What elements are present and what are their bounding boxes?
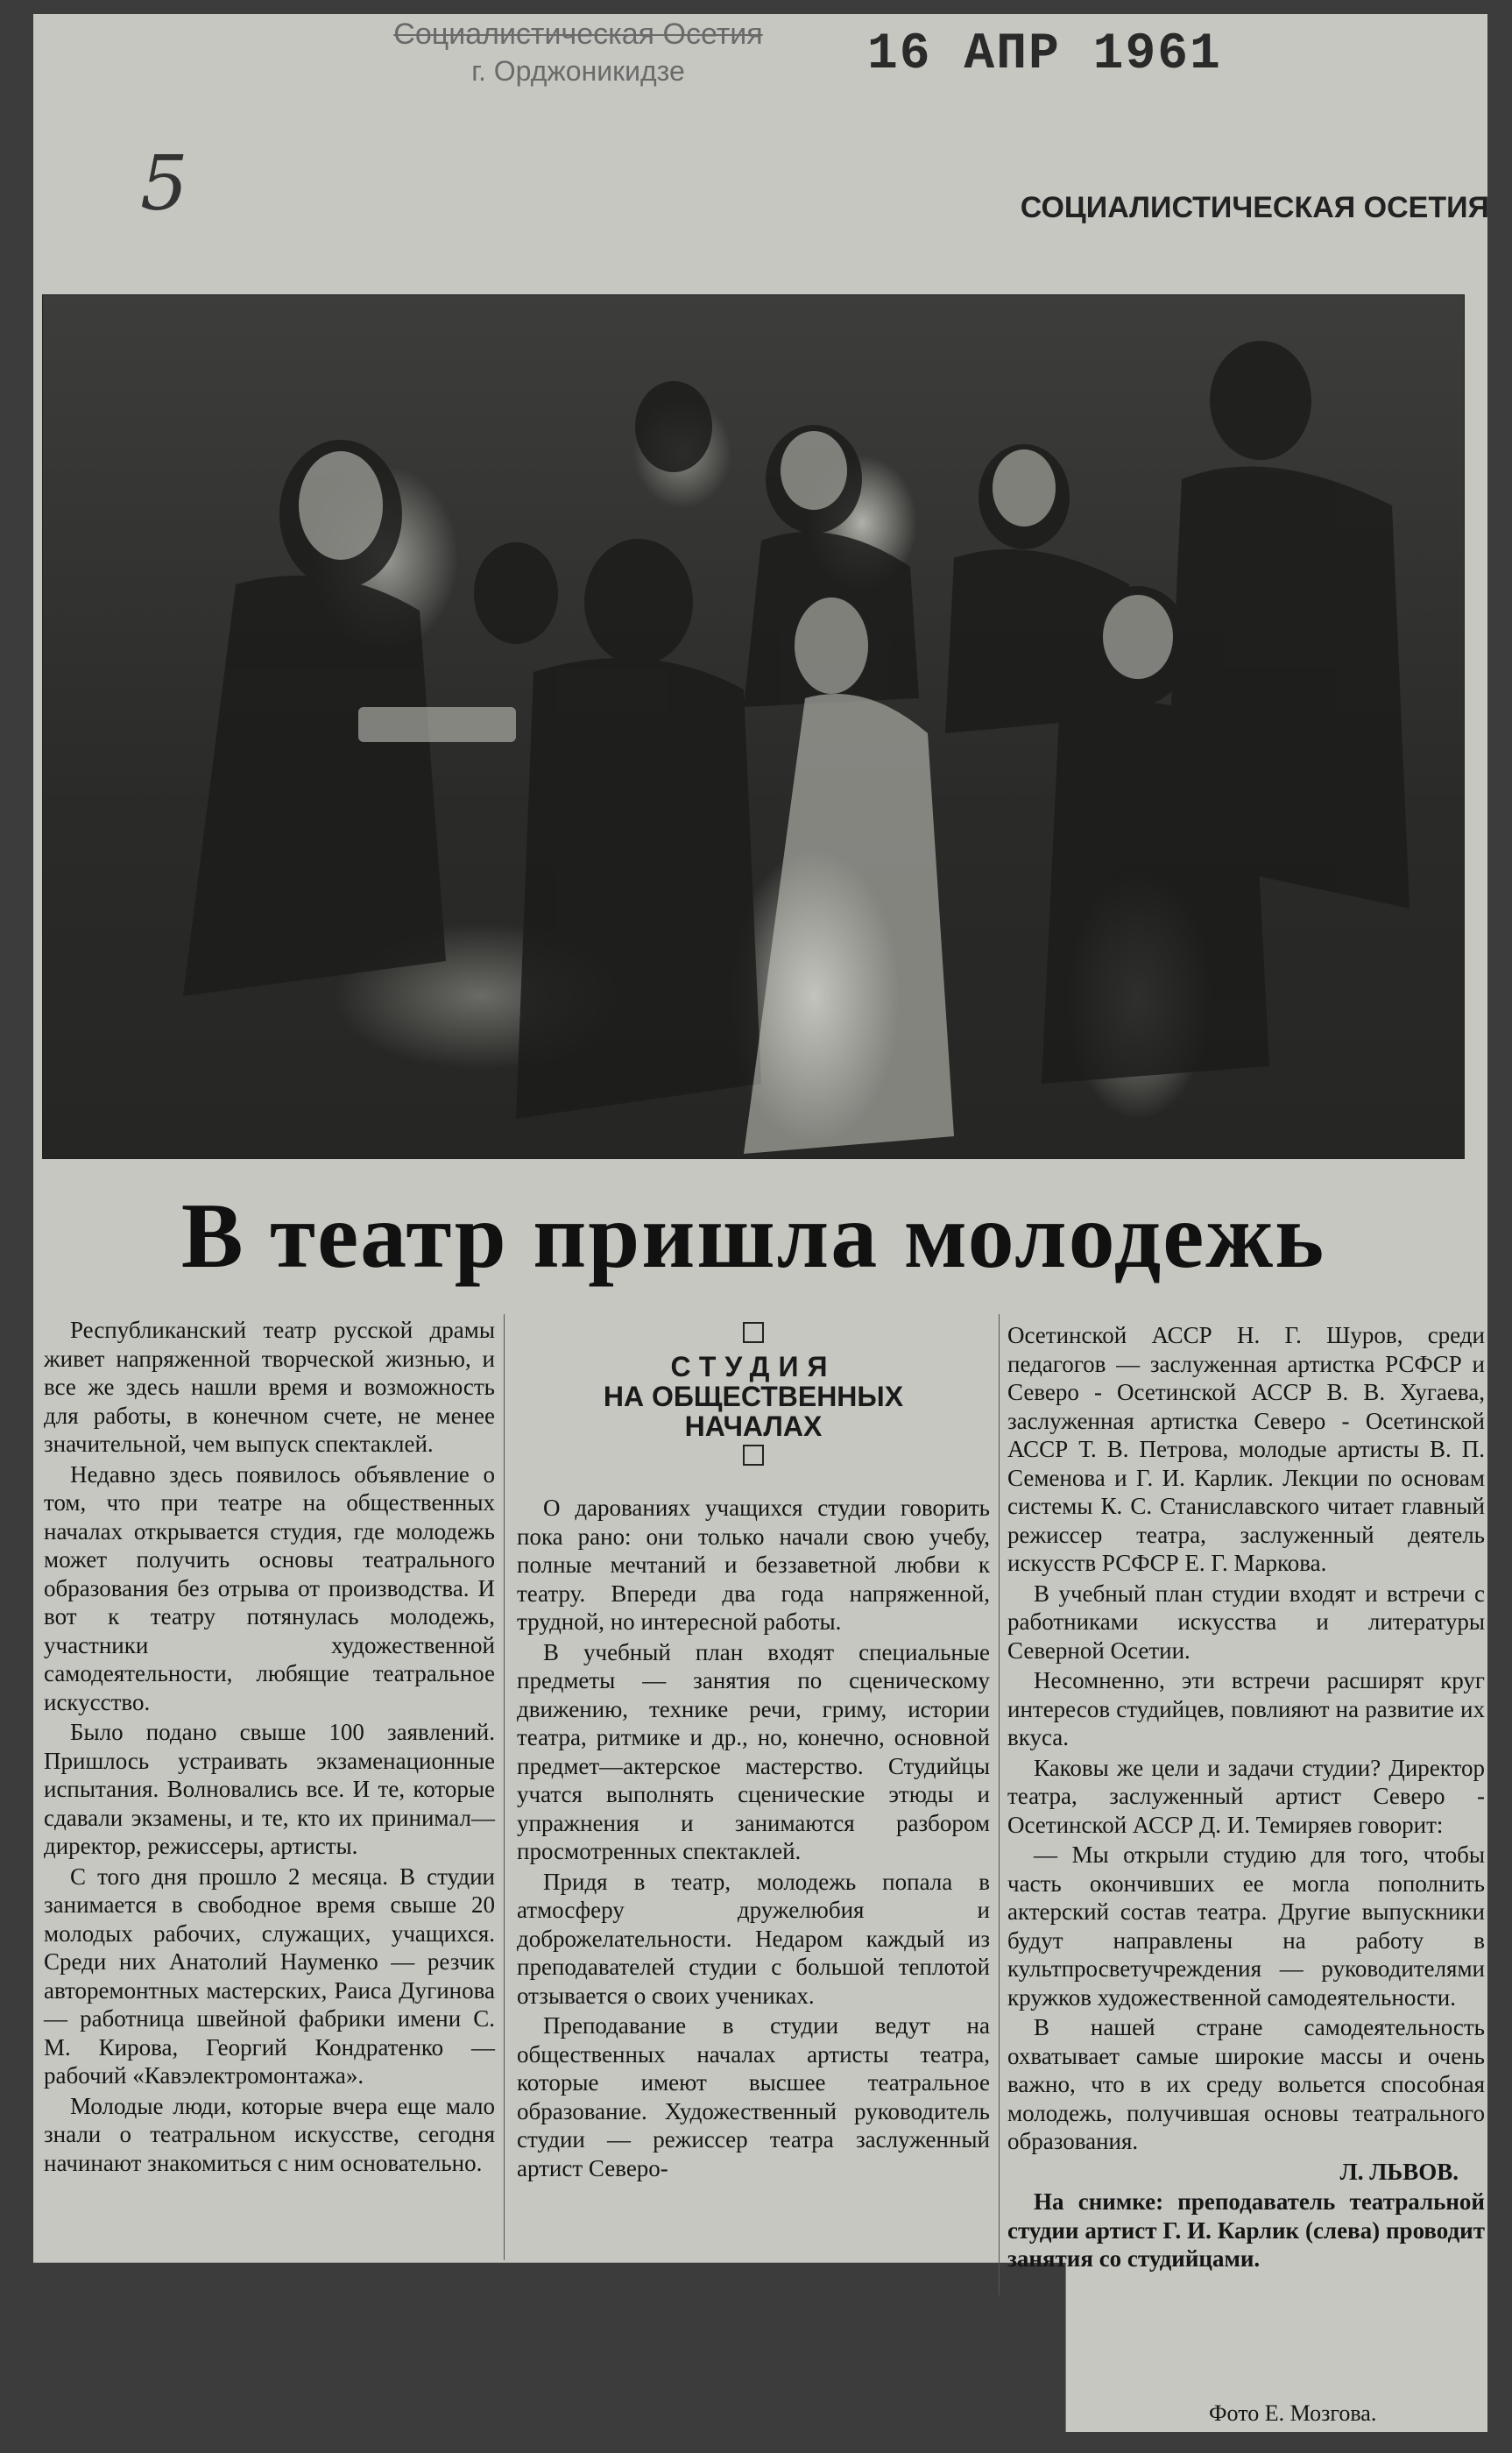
subhead-line-1: СТУДИЯ — [670, 1351, 837, 1382]
square-ornament-icon — [743, 1322, 764, 1343]
paragraph: — Мы открыли студию для того, чтобы часть окончивших ее могла пополнить актерский состав театра. Другие выпускники будут направлены на работу в культпросветучреждения — руководителями кружков художественной самодеятельности. — [1007, 1842, 1485, 2011]
date-stamp: 16 АПР 1961 — [867, 26, 1222, 83]
subhead-line-3: НАЧАЛАХ — [684, 1410, 823, 1442]
paragraph: С того дня прошло 2 месяца. В студии занимается в свободное время свыше 20 молодых рабочих, служащих, учащихся. Среди них Анатолий Науменко — резчик авторемонтных мастерских, Раиса Дугинова — работница швейной фабрики имени С. М. Кирова, Георгий Кондратенко — рабочий «Кавэлектромонтажа». — [44, 1863, 495, 2089]
article-column-1 — [44, 1316, 495, 2179]
paragraph: Придя в театр, молодежь попала в атмосферу дружелюбия и доброжелательности. Недаром каждый из преподавателей студии с большой теплотой отзывается о своих учениках. — [517, 1868, 990, 2009]
handwritten-page-number: 5 — [140, 140, 188, 228]
archive-stamp — [350, 16, 806, 89]
subhead-line-2: НА ОБЩЕСТВЕННЫХ — [603, 1381, 904, 1412]
square-ornament-icon — [743, 1445, 764, 1466]
paragraph: О дарованиях учащихся студии говорить пока рано: они только начали свою учебу, полные мечтаний и беззаветной любви к театру. Впереди два года напряженной, трудной, но интересной работы. — [517, 1495, 990, 1635]
article-column-3 — [1007, 1321, 1485, 2275]
paragraph: Республиканский театр русской драмы живет напряженной творческой жизнью, и все же здесь нашли время и возможность для работы, в конечном счете, не менее значительной, чем выпуск спектаклей. — [44, 1317, 495, 1457]
paragraph: В учебный план входят специальные предметы — занятия по сценическому движению, технике речи, гриму, истории театра, ритмике и др., но, конечно, основной предмет—актерское мастерство. Студийцы учатся выполнять сценические этюды и упражнения и занимаются разбором просмотренных спектаклей. — [517, 1638, 990, 1864]
photo-caption: На снимке: преподаватель театральной студии артист Г. И. Карлик (слева) проводит занятия со студийцами. — [1007, 2188, 1485, 2272]
paragraph: Несомненно, эти встречи расширят круг интересов студийцев, повлияют на развитие их вкуса. — [1007, 1667, 1485, 1750]
paragraph: Недавно здесь появилось объявление о том, что при театре на общественных началах открывается студия, где молодежь может получить основы театрального образования без отрыва от производства. И вот к театру потянулась молодежь, участники художественной самодеятельности, любящие театральное искусство. — [44, 1460, 495, 1715]
column-divider — [999, 1314, 1000, 2295]
article-headline: В театр пришла молодежь — [180, 1184, 1326, 1287]
photo-credit: Фото Е. Мозгова. — [1209, 2400, 1377, 2426]
paragraph: Каковы же цели и задачи студии? Директор театра, заслуженный артист Северо - Осетинской АССР Д. И. Темиряев говорит: — [1007, 1754, 1485, 1838]
author-signature: Л. ЛЬВОВ. — [1339, 2158, 1459, 2185]
paragraph: В учебный план студии входят и встречи с работниками искусства и литературы Северной Осетии. — [1007, 1580, 1485, 1664]
paragraph: Было подано свыше 100 заявлений. Пришлось устраивать экзаменационные испытания. Волновались все. И те, которые сдавали экзамены, и те, кто их принимал—директор, режиссеры, артисты. — [44, 1719, 495, 1859]
paragraph: В нашей стране самодеятельность охватывает самые широкие массы и очень важно, что в их среду вольется способная молодежь, получившая основы театрального образования. — [1007, 2014, 1485, 2154]
section-subhead — [517, 1318, 990, 1474]
column-divider — [504, 1314, 505, 2260]
article-photo — [42, 294, 1465, 1159]
newspaper-masthead: СОЦИАЛИСТИЧЕСКАЯ ОСЕТИЯ — [1020, 191, 1489, 224]
article-column-2 — [517, 1494, 990, 2184]
paragraph: Молодые люди, которые вчера еще мало знали о театральном искусстве, сегодня начинают знакомиться с ним основательно. — [44, 2092, 495, 2176]
paragraph: Осетинской АССР Н. Г. Шуров, среди педагогов — заслуженная артистка РСФСР и Северо - Осетинской АССР В. В. Хугаева, заслуженная артистка Северо - Осетинской АССР Т. В. Петрова, молодые артисты В. П. Семенова и Г. И. Карлик. Лекции по основам системы К. С. Станиславского читает главный режиссер театра, заслуженный деятель искусств РСФСР Е. Г. Маркова. — [1007, 1322, 1485, 1576]
paragraph: Преподавание в студии ведут на общественных началах артисты театра, которые имеют высшее театральное образование. Художественный руководитель студии — режиссер театра заслуженный артист Северо- — [517, 2012, 990, 2181]
photo-figures-illustration — [43, 295, 1464, 1158]
stamp-line-1: Социалистическая Осетия — [393, 18, 763, 51]
stamp-line-2: г. Орджоникидзе — [471, 55, 685, 87]
